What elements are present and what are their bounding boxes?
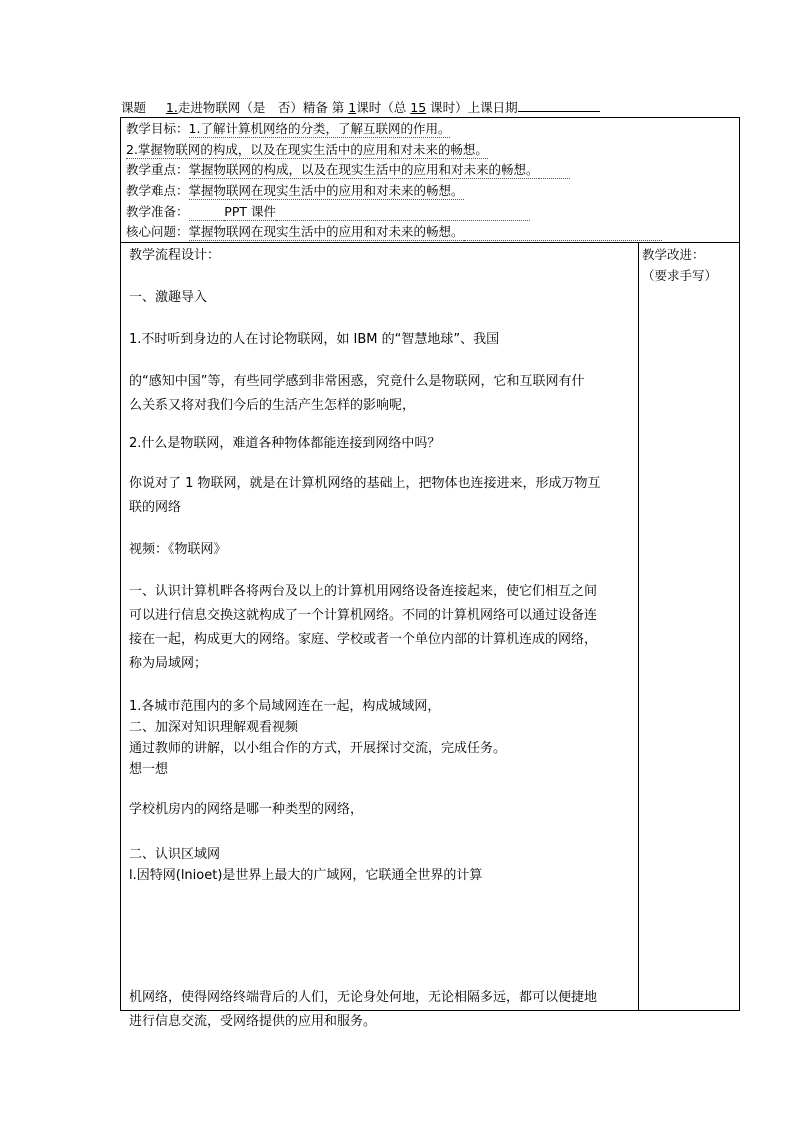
para-3: 2.什么是物联网，难道各种物体都能连接到网络中吗？ [129,436,441,451]
section-area-network: 二、认识区域网 [129,847,221,862]
lesson-mid: 课时（总 [356,100,407,115]
para-7: 1.各城市范围内的多个局域网连在一起，构成城域网， [129,699,441,714]
topic-number: 1. [165,100,178,115]
section-deepen: 二、加深对知识理解观看视频 [129,720,299,735]
lesson-plan-table [120,117,740,1029]
objectives-2: 2.掌握物联网的构成，以及在现实生活中的应用和对未来的畅想。 [126,142,488,157]
difficulty-label: 教学难点： [126,183,189,198]
para-1: 1.不时听到身边的人在讨论物联网，如 IBM 的“智慧地球”、我国 [129,332,500,347]
header-label: 课题 [121,100,147,115]
para-video: 视频：《物联网》 [129,542,227,557]
improve-title: 教学改进： [642,247,705,262]
prep-row [126,204,530,220]
topic-title: 走进物联网（是 否）精备 第 [177,100,345,115]
core-text: 掌握物联网在现实生活中的应用和对未来的畅想。 [188,224,464,239]
core-row [126,224,662,240]
objectives-row [126,121,450,137]
total-lessons: 15 [410,100,427,115]
para-4b: 联的网络 [129,500,182,515]
para-think: 想一想 [129,762,169,777]
lesson-number: 1 [348,100,357,115]
improvement-column [642,244,737,286]
para-13a: 机网络，使得网络终端背后的人们，无论身处何地，无论相隔多远，都可以便捷地 [129,990,598,1005]
para-2a: 的“感知中国”等，有些同学感到非常困惑，究竟什么是物联网，它和互联网有什 [129,374,585,389]
para-6b: 可以进行信息交换这就构成了一个计算机网络。不同的计算机网络可以通过设备连 [129,608,598,623]
difficulty-row [126,183,464,199]
objectives-label: 教学目标： [126,121,189,136]
para-11: 学校机房内的网络是哪一种类型的网络， [129,802,364,817]
date-blank [518,99,600,112]
para-6d: 称为局域网； [129,656,208,671]
para-6c: 接在一起，构成更大的网络。家庭、学校或者一个单位内部的计算机连成的网络， [129,632,598,647]
para-2b: 么关系又将对我们今后的生活产生怎样的影响呢， [129,398,416,413]
objectives-1: 1.了解计算机网络的分类，了解互联网的作用。 [188,121,451,136]
para-12: l.因特网(lnioet)是世界上最大的广域网，它联通全世界的计算 [129,868,483,883]
difficulty-text: 掌握物联网在现实生活中的应用和对未来的畅想。 [188,183,464,198]
lesson-header [121,99,681,116]
flow-title: 教学流程设计： [129,248,221,263]
key-text: 掌握物联网的构成，以及在现实生活中的应用和对未来的畅想。 [188,162,539,177]
prep-text: PPT 课件 [224,204,276,219]
lesson-end: 课时）上课日期 [430,100,518,115]
core-label: 核心问题： [126,224,189,239]
objectives-row-2 [126,142,488,158]
para-13b: 进行信息交流，受网络提供的应用和服务。 [129,1014,377,1029]
objectives-block [121,118,739,243]
section-intro: 一、激趣导入 [129,290,208,305]
improve-note: （要求手写） [642,268,718,283]
prep-label: 教学准备： [126,204,189,219]
column-divider [638,242,639,1011]
key-row [126,162,570,178]
para-9: 通过教师的讲解，以小组合作的方式，开展探讨交流，完成任务。 [129,741,507,756]
key-label: 教学重点： [126,162,189,177]
para-4a: 你说对了 1 物联网，就是在计算机网络的基础上，把物体也连接进来，形成万物互 [129,476,601,491]
para-6a: 一、认识计算机畔各将两台及以上的计算机用网络设备连接起来，使它们相互之间 [129,584,598,599]
